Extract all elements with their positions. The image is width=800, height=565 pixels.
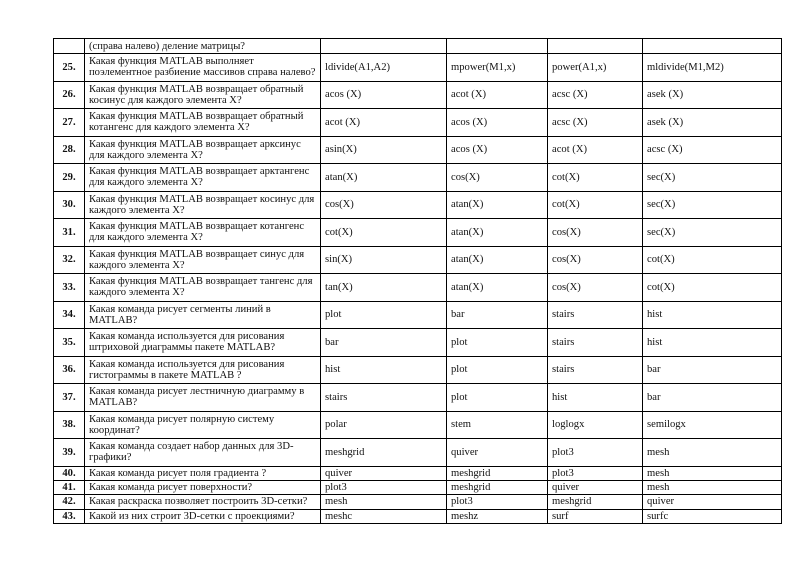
question-text: Какая команда рисует лестничную диаграмму в MATLAB?	[85, 384, 321, 412]
table-row	[54, 411, 782, 439]
answer-option: plot3	[447, 495, 548, 509]
table-row	[54, 509, 782, 523]
answer-option: polar	[321, 411, 447, 439]
answer-option: surf	[548, 509, 643, 523]
table-row	[54, 329, 782, 357]
table-row	[54, 480, 782, 494]
answer-option: sin(X)	[321, 246, 447, 274]
answer-option: plot3	[548, 466, 643, 480]
answer-option: meshgrid	[447, 466, 548, 480]
question-number: 42.	[54, 495, 85, 509]
answer-option: cot(X)	[643, 274, 782, 302]
table-row	[54, 495, 782, 509]
answer-option: cot(X)	[643, 246, 782, 274]
answer-option: sec(X)	[643, 191, 782, 219]
table-row	[54, 54, 782, 82]
question-text: Какая команда рисует сегменты линий в MATLAB?	[85, 301, 321, 329]
answer-option: cot(X)	[321, 219, 447, 247]
table-row	[54, 39, 782, 54]
answer-option: hist	[643, 301, 782, 329]
answer-option: sec(X)	[643, 219, 782, 247]
answer-option: cos(X)	[548, 274, 643, 302]
question-number: 33.	[54, 274, 85, 302]
answer-option: quiver	[548, 480, 643, 494]
answer-option: quiver	[321, 466, 447, 480]
answer-option	[321, 39, 447, 54]
answer-option: cos(X)	[548, 219, 643, 247]
question-number: 35.	[54, 329, 85, 357]
question-text: Какая функция MATLAB возвращает обратный косинус для каждого элемента X?	[85, 81, 321, 109]
answer-option: cos(X)	[321, 191, 447, 219]
question-number: 38.	[54, 411, 85, 439]
question-text: Какая функция MATLAB возвращает обратный котангенс для каждого элемента X?	[85, 109, 321, 137]
answer-option: atan(X)	[447, 246, 548, 274]
question-text: Какая раскраска позволяет построить 3D-сетки?	[85, 495, 321, 509]
answer-option: plot	[321, 301, 447, 329]
question-text: (справа налево) деление матрицы?	[85, 39, 321, 54]
table-row	[54, 81, 782, 109]
table-row	[54, 191, 782, 219]
table-row	[54, 384, 782, 412]
question-number: 31.	[54, 219, 85, 247]
question-number: 41.	[54, 480, 85, 494]
answer-option: meshgrid	[321, 439, 447, 467]
question-number: 30.	[54, 191, 85, 219]
question-number: 32.	[54, 246, 85, 274]
answer-option: bar	[643, 356, 782, 384]
question-number: 36.	[54, 356, 85, 384]
answer-option: stairs	[548, 356, 643, 384]
answer-option: hist	[548, 384, 643, 412]
answer-option: plot	[447, 356, 548, 384]
answer-option: asek (X)	[643, 81, 782, 109]
answer-option: mldivide(M1,M2)	[643, 54, 782, 82]
question-number: 43.	[54, 509, 85, 523]
answer-option	[447, 39, 548, 54]
answer-option: quiver	[447, 439, 548, 467]
question-text: Какая команда используется для рисования гистограммы в пакете MATLAB ?	[85, 356, 321, 384]
question-text: Какая функция MATLAB возвращает арксинус для каждого элемента X?	[85, 136, 321, 164]
answer-option: cot(X)	[548, 191, 643, 219]
answer-option: bar	[447, 301, 548, 329]
answer-option: plot3	[548, 439, 643, 467]
answer-option: plot	[447, 329, 548, 357]
answer-option: acos (X)	[321, 81, 447, 109]
question-number: 28.	[54, 136, 85, 164]
table-row	[54, 164, 782, 192]
table-row	[54, 136, 782, 164]
answer-option: acot (X)	[321, 109, 447, 137]
answer-option: stairs	[548, 329, 643, 357]
answer-option: acsc (X)	[548, 81, 643, 109]
answer-option: asek (X)	[643, 109, 782, 137]
table-row	[54, 301, 782, 329]
answer-option: semilogx	[643, 411, 782, 439]
answer-option: acos (X)	[447, 136, 548, 164]
answer-option: mesh	[643, 480, 782, 494]
answer-option: stairs	[321, 384, 447, 412]
table-row	[54, 356, 782, 384]
answer-option: cot(X)	[548, 164, 643, 192]
question-number	[54, 39, 85, 54]
answer-option: atan(X)	[321, 164, 447, 192]
answer-option: meshgrid	[548, 495, 643, 509]
question-number: 25.	[54, 54, 85, 82]
question-text: Какая функция MATLAB выполняет поэлементное разбиение массивов справа налево?	[85, 54, 321, 82]
answer-option: tan(X)	[321, 274, 447, 302]
question-text: Какая функция MATLAB возвращает тангенс для каждого элемента X?	[85, 274, 321, 302]
question-table-body	[54, 39, 782, 524]
answer-option: stem	[447, 411, 548, 439]
table-row	[54, 246, 782, 274]
question-text: Какая команда используется для рисования штриховой диаграммы пакете MATLAB?	[85, 329, 321, 357]
answer-option: acot (X)	[548, 136, 643, 164]
answer-option: loglogx	[548, 411, 643, 439]
answer-option: asin(X)	[321, 136, 447, 164]
table-row	[54, 219, 782, 247]
answer-option: surfc	[643, 509, 782, 523]
answer-option	[548, 39, 643, 54]
answer-option: acsc (X)	[643, 136, 782, 164]
answer-option: acot (X)	[447, 81, 548, 109]
answer-option: plot3	[321, 480, 447, 494]
table-row	[54, 439, 782, 467]
answer-option: atan(X)	[447, 219, 548, 247]
table-row	[54, 466, 782, 480]
answer-option: meshgrid	[447, 480, 548, 494]
answer-option: acos (X)	[447, 109, 548, 137]
answer-option: acsc (X)	[548, 109, 643, 137]
question-number: 34.	[54, 301, 85, 329]
answer-option: meshz	[447, 509, 548, 523]
answer-option: atan(X)	[447, 274, 548, 302]
question-number: 26.	[54, 81, 85, 109]
answer-option: ldivide(A1,A2)	[321, 54, 447, 82]
question-text: Какая функция MATLAB возвращает арктангенс для каждого элемента X?	[85, 164, 321, 192]
answer-option: mesh	[643, 466, 782, 480]
question-text: Какая команда рисует поля градиента ?	[85, 466, 321, 480]
table-row	[54, 274, 782, 302]
answer-option: bar	[321, 329, 447, 357]
answer-option: cos(X)	[447, 164, 548, 192]
answer-option	[643, 39, 782, 54]
question-text: Какая функция MATLAB возвращает косинус для каждого элемента X?	[85, 191, 321, 219]
answer-option: quiver	[643, 495, 782, 509]
question-table	[53, 38, 782, 524]
answer-option: hist	[643, 329, 782, 357]
answer-option: mesh	[643, 439, 782, 467]
answer-option: bar	[643, 384, 782, 412]
question-number: 27.	[54, 109, 85, 137]
question-number: 40.	[54, 466, 85, 480]
answer-option: mpower(M1,x)	[447, 54, 548, 82]
question-text: Какая команда создает набор данных для 3D-графики?	[85, 439, 321, 467]
question-text: Какой из них строит 3D-сетки с проекциями?	[85, 509, 321, 523]
question-number: 37.	[54, 384, 85, 412]
answer-option: cos(X)	[548, 246, 643, 274]
answer-option: sec(X)	[643, 164, 782, 192]
question-number: 29.	[54, 164, 85, 192]
question-text: Какая команда рисует полярную систему координат?	[85, 411, 321, 439]
answer-option: stairs	[548, 301, 643, 329]
question-number: 39.	[54, 439, 85, 467]
answer-option: atan(X)	[447, 191, 548, 219]
table-row	[54, 109, 782, 137]
answer-option: power(A1,x)	[548, 54, 643, 82]
question-text: Какая функция MATLAB возвращает синус для каждого элемента X?	[85, 246, 321, 274]
answer-option: hist	[321, 356, 447, 384]
answer-option: meshc	[321, 509, 447, 523]
question-text: Какая команда рисует поверхности?	[85, 480, 321, 494]
answer-option: mesh	[321, 495, 447, 509]
question-text: Какая функция MATLAB возвращает котангенс для каждого элемента X?	[85, 219, 321, 247]
answer-option: plot	[447, 384, 548, 412]
